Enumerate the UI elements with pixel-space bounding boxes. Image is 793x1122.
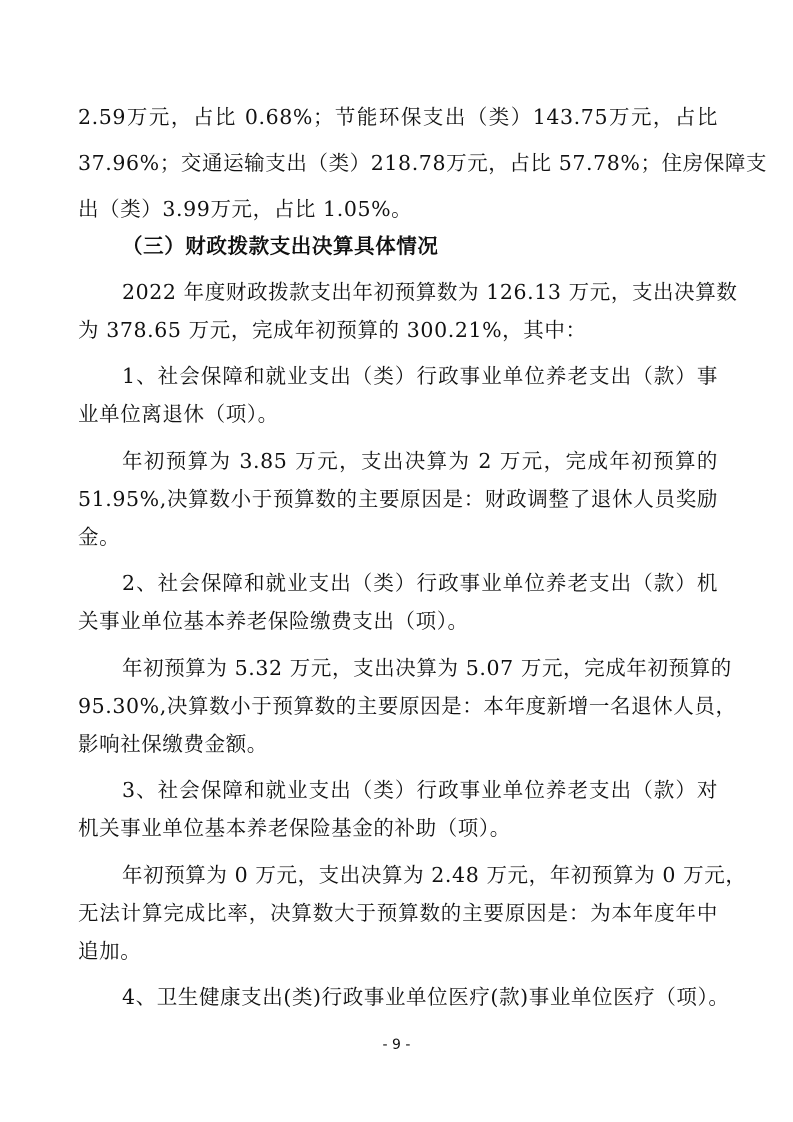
item-title-line: 2、社会保障和就业支出（类）行政事业单位养老支出（款）机: [122, 571, 718, 595]
paragraph-line: 金。: [78, 525, 121, 549]
paragraph-line: 为 378.65 万元，完成年初预算的 300.21%，其中：: [78, 318, 587, 342]
paragraph-line: 年初预算为 0 万元，支出决算为 2.48 万元，年初预算为 0 万元，: [122, 863, 747, 887]
page-number: - 9 -: [382, 1037, 411, 1053]
paragraph-line: 95.30%,决算数小于预算数的主要原因是：本年度新增一名退休人员，: [78, 694, 737, 718]
paragraph-line: 2022 年度财政拨款支出年初预算数为 126.13 万元，支出决算数: [122, 280, 738, 304]
paragraph-line: 年初预算为 3.85 万元，支出决算为 2 万元，完成年初预算的: [122, 449, 718, 473]
paragraph-line: 追加。: [78, 939, 142, 963]
paragraph-line: 出（类）3.99万元，占比 1.05%。: [78, 197, 413, 221]
paragraph-line: 影响社保缴费金额。: [78, 732, 268, 756]
paragraph-line: 37.96%；交通运输支出（类）218.78万元，占比 57.78%；住房保障支: [78, 151, 768, 175]
paragraph-line: 无法计算完成比率，决算数大于预算数的主要原因是：为本年度年中: [78, 901, 718, 925]
paragraph-line: 年初预算为 5.32 万元，支出决算为 5.07 万元，完成年初预算的: [122, 656, 732, 680]
item-title-line: 业单位离退休（项）。: [78, 402, 279, 426]
paragraph-line: 51.95%,决算数小于预算数的主要原因是：财政调整了退休人员奖励: [78, 487, 718, 511]
item-title-line: 1、社会保障和就业支出（类）行政事业单位养老支出（款）事: [122, 364, 718, 388]
item-title-line: 关事业单位基本养老保险缴费支出（项）。: [78, 609, 469, 633]
item-title-line: 机关事业单位基本养老保险基金的补助（项）。: [78, 816, 511, 840]
item-title-line: 3、社会保障和就业支出（类）行政事业单位养老支出（款）对: [122, 778, 718, 802]
paragraph-line: 2.59万元，占比 0.68%；节能环保支出（类）143.75万元，占比: [78, 105, 718, 129]
item-title-line: 4、卫生健康支出(类)行政事业单位医疗(款)事业单位医疗（项）。: [122, 985, 730, 1009]
section-heading: （三）财政拨款支出决算具体情况: [122, 234, 439, 258]
